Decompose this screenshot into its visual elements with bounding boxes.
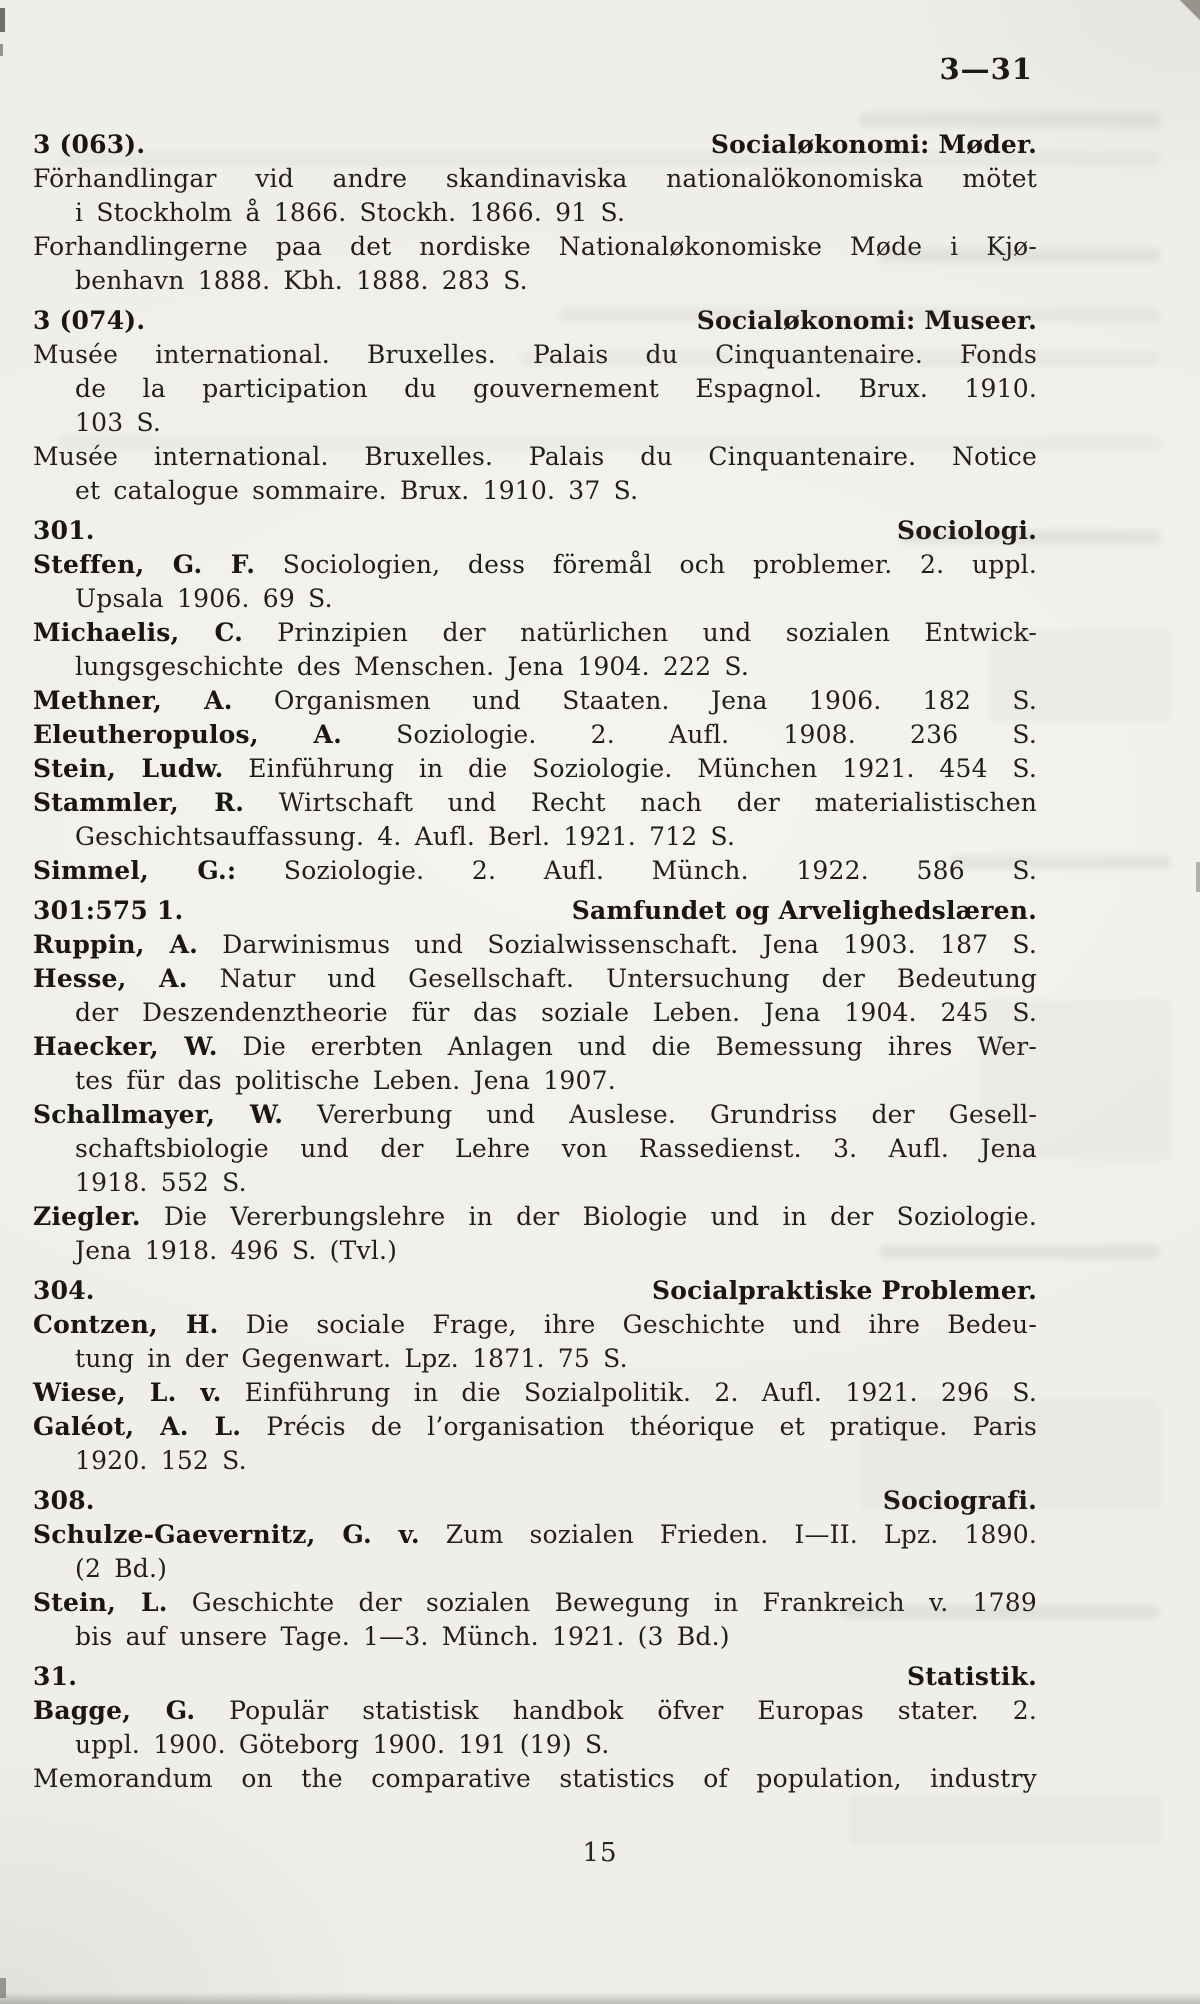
entry-line: Wiese, L. v. Einführung in die Sozialpolitik. 2. Aufl. 1921. 296 S. (33, 1378, 1037, 1407)
section-class-number: 301:575 1. (33, 896, 184, 925)
scan-edge-mark (0, 1978, 6, 1998)
entry-author: Haecker, W. (33, 1032, 218, 1061)
entry-author: Simmel, G.: (33, 856, 237, 885)
entry-line: Upsala 1906. 69 S. (75, 584, 333, 613)
page-number: 15 (582, 1838, 618, 1868)
entry-line: tes für das politische Leben. Jena 1907. (75, 1066, 616, 1095)
section-heading (33, 514, 1037, 548)
entry-line: Musée international. Bruxelles. Palais du Cinquantenaire. Fonds (33, 340, 1037, 369)
section-title: Samfundet og Arvelighedslæren. (571, 896, 1037, 925)
section-title: Socialøkonomi: Museer. (696, 306, 1037, 335)
section-class-number: 31. (33, 1662, 78, 1691)
entry-author: Bagge, G. (33, 1696, 196, 1725)
entry-line: Memorandum on the comparative statistics of population, industry (33, 1764, 1037, 1793)
section-heading (33, 894, 1037, 928)
entry-author: Michaelis, C. (33, 618, 244, 647)
entry-line: Jena 1918. 496 S. (Tvl.) (75, 1236, 398, 1265)
entry-line: 103 S. (75, 408, 162, 437)
entry-line: Ziegler. Die Vererbungslehre in der Biologie und in der Soziologie. (33, 1202, 1037, 1231)
entry-line: Geschichtsauffassung. 4. Aufl. Berl. 1921. 712 S. (75, 822, 736, 851)
section-class-number: 304. (33, 1276, 95, 1305)
section-heading (33, 1660, 1037, 1694)
entry-line: lungsgeschichte des Menschen. Jena 1904. 222 S. (75, 652, 749, 681)
entry-author: Eleutheropulos, A. (33, 720, 343, 749)
entry-author: Stein, L. (33, 1588, 168, 1617)
entry-line: bis auf unsere Tage. 1—3. Münch. 1921. (3 Bd.) (75, 1622, 730, 1651)
entry-line: Hesse, A. Natur und Gesellschaft. Untersuchung der Bedeutung (33, 964, 1038, 993)
section-class-number: 301. (33, 516, 95, 545)
scan-edge-mark (0, 8, 5, 32)
section-heading (33, 1484, 1037, 1518)
section-title: Socialpraktiske Problemer. (651, 1276, 1037, 1305)
section-heading (33, 1274, 1037, 1308)
entry-author: Schulze-Gaevernitz, G. v. (33, 1520, 420, 1549)
entry-line: Steffen, G. F. Sociologien, dess föremål och problemer. 2. uppl. (33, 550, 1037, 579)
catalog-text-block (33, 122, 1037, 1796)
section-title: Sociologi. (897, 516, 1037, 545)
entry-line: Haecker, W. Die ererbten Anlagen und die Bemessung ihres Wer- (33, 1032, 1037, 1061)
entry-line: Musée international. Bruxelles. Palais du Cinquantenaire. Notice (33, 442, 1037, 471)
entry-author: Contzen, H. (33, 1310, 219, 1339)
scan-bottom-edge (0, 1992, 1200, 2004)
entry-line: tung in der Gegenwart. Lpz. 1871. 75 S. (75, 1344, 628, 1373)
entry-line: et catalogue sommaire. Brux. 1910. 37 S. (75, 476, 639, 505)
scan-corner-artifact (1174, 0, 1200, 26)
entry-author: Ziegler. (33, 1202, 141, 1231)
entry-author: Schallmayer, W. (33, 1100, 284, 1129)
entry-line: (2 Bd.) (75, 1554, 168, 1583)
entry-line: Michaelis, C. Prinzipien der natürlichen und sozialen Entwick- (33, 618, 1037, 647)
entry-line: uppl. 1900. Göteborg 1900. 191 (19) S. (75, 1730, 610, 1759)
entry-line: Eleutheropulos, A. Soziologie. 2. Aufl. 1908. 236 S. (33, 720, 1037, 749)
entry-author: Hesse, A. (33, 964, 188, 993)
scan-edge-mark (1196, 862, 1200, 892)
section-class-number: 3 (063). (33, 130, 146, 159)
entry-line: Stammler, R. Wirtschaft und Recht nach der materialistischen (33, 788, 1038, 817)
page-header-number: 3—31 (939, 52, 1033, 86)
entry-line: schaftsbiologie und der Lehre von Rassedienst. 3. Aufl. Jena (75, 1134, 1037, 1163)
entry-line: Simmel, G.: Soziologie. 2. Aufl. Münch. 1922. 586 S. (33, 856, 1037, 885)
entry-author: Stammler, R. (33, 788, 245, 817)
entry-author: Wiese, L. v. (33, 1378, 222, 1407)
entry-line: Schulze-Gaevernitz, G. v. Zum sozialen Frieden. I—II. Lpz. 1890. (33, 1520, 1037, 1549)
entry-author: Methner, A. (33, 686, 233, 715)
entry-line: Schallmayer, W. Vererbung und Auslese. Grundriss der Gesell- (33, 1100, 1037, 1129)
section-heading (33, 304, 1037, 338)
section-title: Socialøkonomi: Møder. (710, 130, 1037, 159)
entry-line: benhavn 1888. Kbh. 1888. 283 S. (75, 266, 528, 295)
entry-line: Förhandlingar vid andre skandinaviska nationalökonomiska mötet (33, 164, 1037, 193)
entry-line: Galéot, A. L. Précis de l’organisation théorique et pratique. Paris (33, 1412, 1037, 1441)
scan-edge-mark (0, 44, 3, 56)
entry-line: de la participation du gouvernement Espagnol. Brux. 1910. (75, 374, 1037, 403)
entry-line: i Stockholm å 1866. Stockh. 1866. 91 S. (75, 198, 626, 227)
entry-line: der Deszendenztheorie für das soziale Leben. Jena 1904. 245 S. (75, 998, 1037, 1027)
entry-line: Stein, L. Geschichte der sozialen Bewegung in Frankreich v. 1789 (33, 1588, 1037, 1617)
entry-line: 1918. 552 S. (75, 1168, 247, 1197)
section-title: Statistik. (907, 1662, 1037, 1691)
entry-line: Bagge, G. Populär statistisk handbok öfver Europas stater. 2. (33, 1696, 1037, 1725)
entry-author: Steffen, G. F. (33, 550, 256, 579)
entry-line: 1920. 152 S. (75, 1446, 247, 1475)
entry-line: Contzen, H. Die sociale Frage, ihre Geschichte und ihre Bedeu- (33, 1310, 1037, 1339)
entry-author: Stein, Ludw. (33, 754, 224, 783)
entry-line: Methner, A. Organismen und Staaten. Jena 1906. 182 S. (33, 686, 1037, 715)
entry-author: Ruppin, A. (33, 930, 199, 959)
section-title: Sociografi. (882, 1486, 1037, 1515)
section-heading (33, 128, 1037, 162)
entry-line: Forhandlingerne paa det nordiske Nationaløkonomiske Møde i Kjø- (33, 232, 1037, 261)
entry-author: Galéot, A. L. (33, 1412, 242, 1441)
section-class-number: 308. (33, 1486, 95, 1515)
section-class-number: 3 (074). (33, 306, 146, 335)
entry-line: Ruppin, A. Darwinismus und Sozialwissenschaft. Jena 1903. 187 S. (33, 930, 1037, 959)
entry-line: Stein, Ludw. Einführung in die Soziologie. München 1921. 454 S. (33, 754, 1038, 783)
